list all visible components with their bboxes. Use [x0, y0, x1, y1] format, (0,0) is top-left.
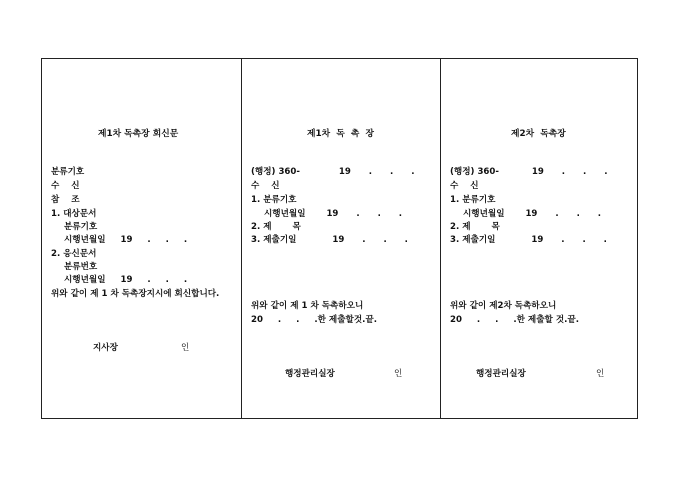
- signer-label: 지사장: [93, 343, 118, 353]
- notice-form-table: [41, 58, 638, 419]
- classification-label: 1. 분류기호: [251, 195, 297, 205]
- issue-date-label: 시행년월일 19 . . .: [264, 209, 403, 219]
- reference-label: 참 조: [51, 195, 80, 205]
- due-date-label: 3. 제출기일 19 . . .: [450, 235, 607, 245]
- seal-mark: 인: [596, 369, 605, 379]
- deadline-statement: 20 . . .한 제출할것.끝.: [251, 315, 377, 325]
- reply-doc-num-label: 분류번호: [64, 262, 98, 272]
- classification-label: 1. 분류기호: [450, 195, 496, 205]
- classification-label: 분류기호: [51, 167, 85, 177]
- target-doc-date-label: 시행년월일 19 . . .: [64, 235, 188, 245]
- panel-title: 제1차 독 촉 장: [307, 129, 374, 139]
- recipient-label: 수 신: [51, 181, 80, 191]
- notice-statement: 위와 같이 제 1 차 독촉하오니: [251, 301, 364, 311]
- panel-second-notice: [440, 59, 637, 418]
- panel-first-notice-reply: [42, 59, 241, 418]
- panel-first-notice: [241, 59, 440, 418]
- recipient-label: 수 신: [450, 181, 479, 191]
- doc-number: (행정) 360- 19 . . .: [251, 167, 415, 177]
- issue-date-label: 시행년월일 19 . . .: [463, 209, 602, 219]
- panel-title: 제1차 독촉장 회신문: [98, 129, 179, 139]
- doc-number: (행정) 360- 19 . . .: [450, 167, 608, 177]
- reply-statement: 위와 같이 제 1 차 독촉장지시에 회신합니다.: [51, 289, 220, 299]
- subject-label: 2. 제 목: [251, 222, 301, 232]
- reply-doc-date-label: 시행년월일 19 . . .: [64, 275, 188, 285]
- due-date-label: 3. 제출기일 19 . . .: [251, 235, 408, 245]
- notice-statement: 위와 같이 제2차 독촉하오니: [450, 301, 557, 311]
- reply-doc-label: 2. 응신문서: [51, 249, 97, 259]
- signer-label: 행정관리실장: [285, 369, 335, 379]
- panel-title: 제2차 독촉장: [511, 129, 566, 139]
- deadline-statement: 20 . . .한 제출할 것.끝.: [450, 315, 579, 325]
- recipient-label: 수 신: [251, 181, 280, 191]
- seal-mark: 인: [181, 343, 190, 353]
- target-doc-label: 1. 대상문서: [51, 209, 97, 219]
- seal-mark: 인: [394, 369, 403, 379]
- target-doc-class-label: 분류기호: [64, 222, 98, 232]
- subject-label: 2. 제 목: [450, 222, 500, 232]
- signer-label: 행정관리실장: [476, 369, 526, 379]
